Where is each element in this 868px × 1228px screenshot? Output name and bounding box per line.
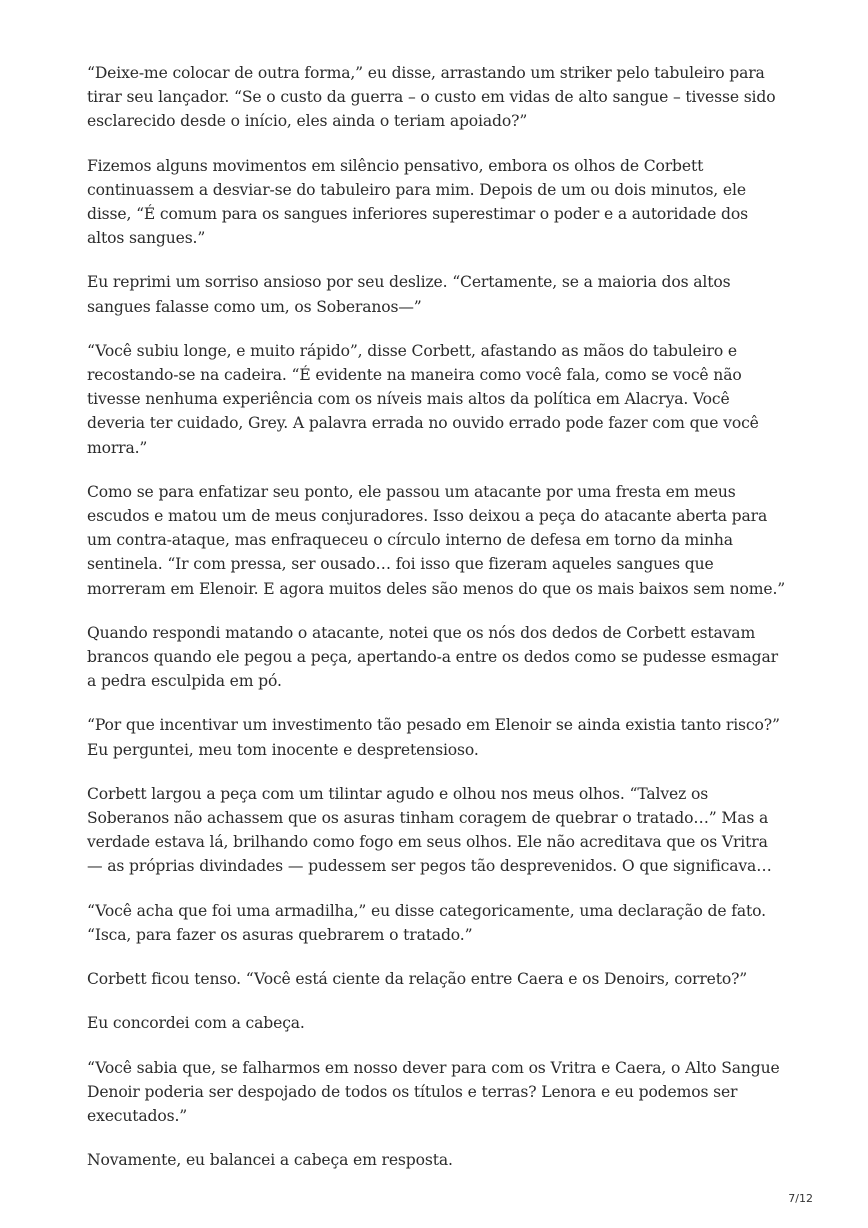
paragraph-12: “Você sabia que, se falharmos em nosso dever para com os Vritra e Caera, o Alto Sangue Denoir poderia ser despojado de todos os títulos e terras? Lenora e eu podemos ser executados.” [87,1058,780,1125]
paragraph-7: “Por que incentivar um investimento tão pesado em Elenoir se ainda existia tanto risco?” Eu perguntei, meu tom inocente e despretensioso. [87,716,780,759]
paragraph-10: Corbett ficou tenso. “Você está ciente da relação entre Caera e os Denoirs, correto?” [87,970,748,989]
page-number: 7/12 [788,1192,813,1205]
paragraph-2: Fizemos alguns movimentos em silêncio pensativo, embora os olhos de Corbett continuassem a desviar-se do tabuleiro para mim. Depois de um ou dois minutos, ele disse, “É comum para os sangues inferiores superestimar o poder e a autoridade dos altos sangues.” [87,156,748,248]
paragraph-6: Quando respondi matando o atacante, notei que os nós dos dedos de Corbett estavam brancos quando ele pegou a peça, apertando-a entre os dedos como se pudesse esmagar a pedra esculpida em pó. [87,623,778,691]
paragraph-8: Corbett largou a peça com um tilintar agudo e olhou nos meus olhos. “Talvez os Soberanos não achassem que os asuras tinham coragem de quebrar o tratado…” Mas a verdade estava lá, brilhando como fogo em seus olhos. Ele não acreditava que os Vritra — as próprias divindades — pudessem ser pegos tão desprevenidos. O que significava… [87,784,772,876]
paragraph-4: “Você subiu longe, e muito rápido”, disse Corbett, afastando as mãos do tabuleiro e recostando-se na cadeira. “É evidente na maneira como você fala, como se você não tivesse nenhuma experiência com os níveis mais altos da política em Alacrya. Você deveria ter cuidado, Grey. A palavra errada no ouvido errado pode fazer com que você morra.” [87,341,759,457]
paragraph-5: Como se para enfatizar seu ponto, ele passou um atacante por uma fresta em meus escudos e matou um de meus conjuradores. Isso deixou a peça do atacante aberta para um contra-ataque, mas enfraqueceu o círculo interno de defesa em torno da minha sentinela. “Ir com pressa, ser ousado… foi isso que fizeram aqueles sangues que morreram em Elenoir. E agora muitos deles são menos do que os mais baixos sem nome.” [87,482,786,598]
paragraph-9: “Você acha que foi uma armadilha,” eu disse categoricamente, uma declaração de fato. “Isca, para fazer os asuras quebrarem o tratado.” [87,901,766,944]
paragraph-1: “Deixe-me colocar de outra forma,” eu disse, arrastando um striker pelo tabuleiro para tirar seu lançador. “Se o custo da guerra – o custo em vidas de alto sangue – tivesse sido esclarecido desde o início, eles ainda o teriam apoiado?” [87,64,776,131]
paragraph-13: Novamente, eu balancei a cabeça em resposta. [87,1151,453,1170]
paragraph-11: Eu concordei com a cabeça. [87,1014,305,1033]
paragraph-3: Eu reprimi um sorriso ansioso por seu deslize. “Certamente, se a maioria dos altos sangues falasse como um, os Soberanos—” [87,273,731,316]
document-body [87,61,787,1192]
